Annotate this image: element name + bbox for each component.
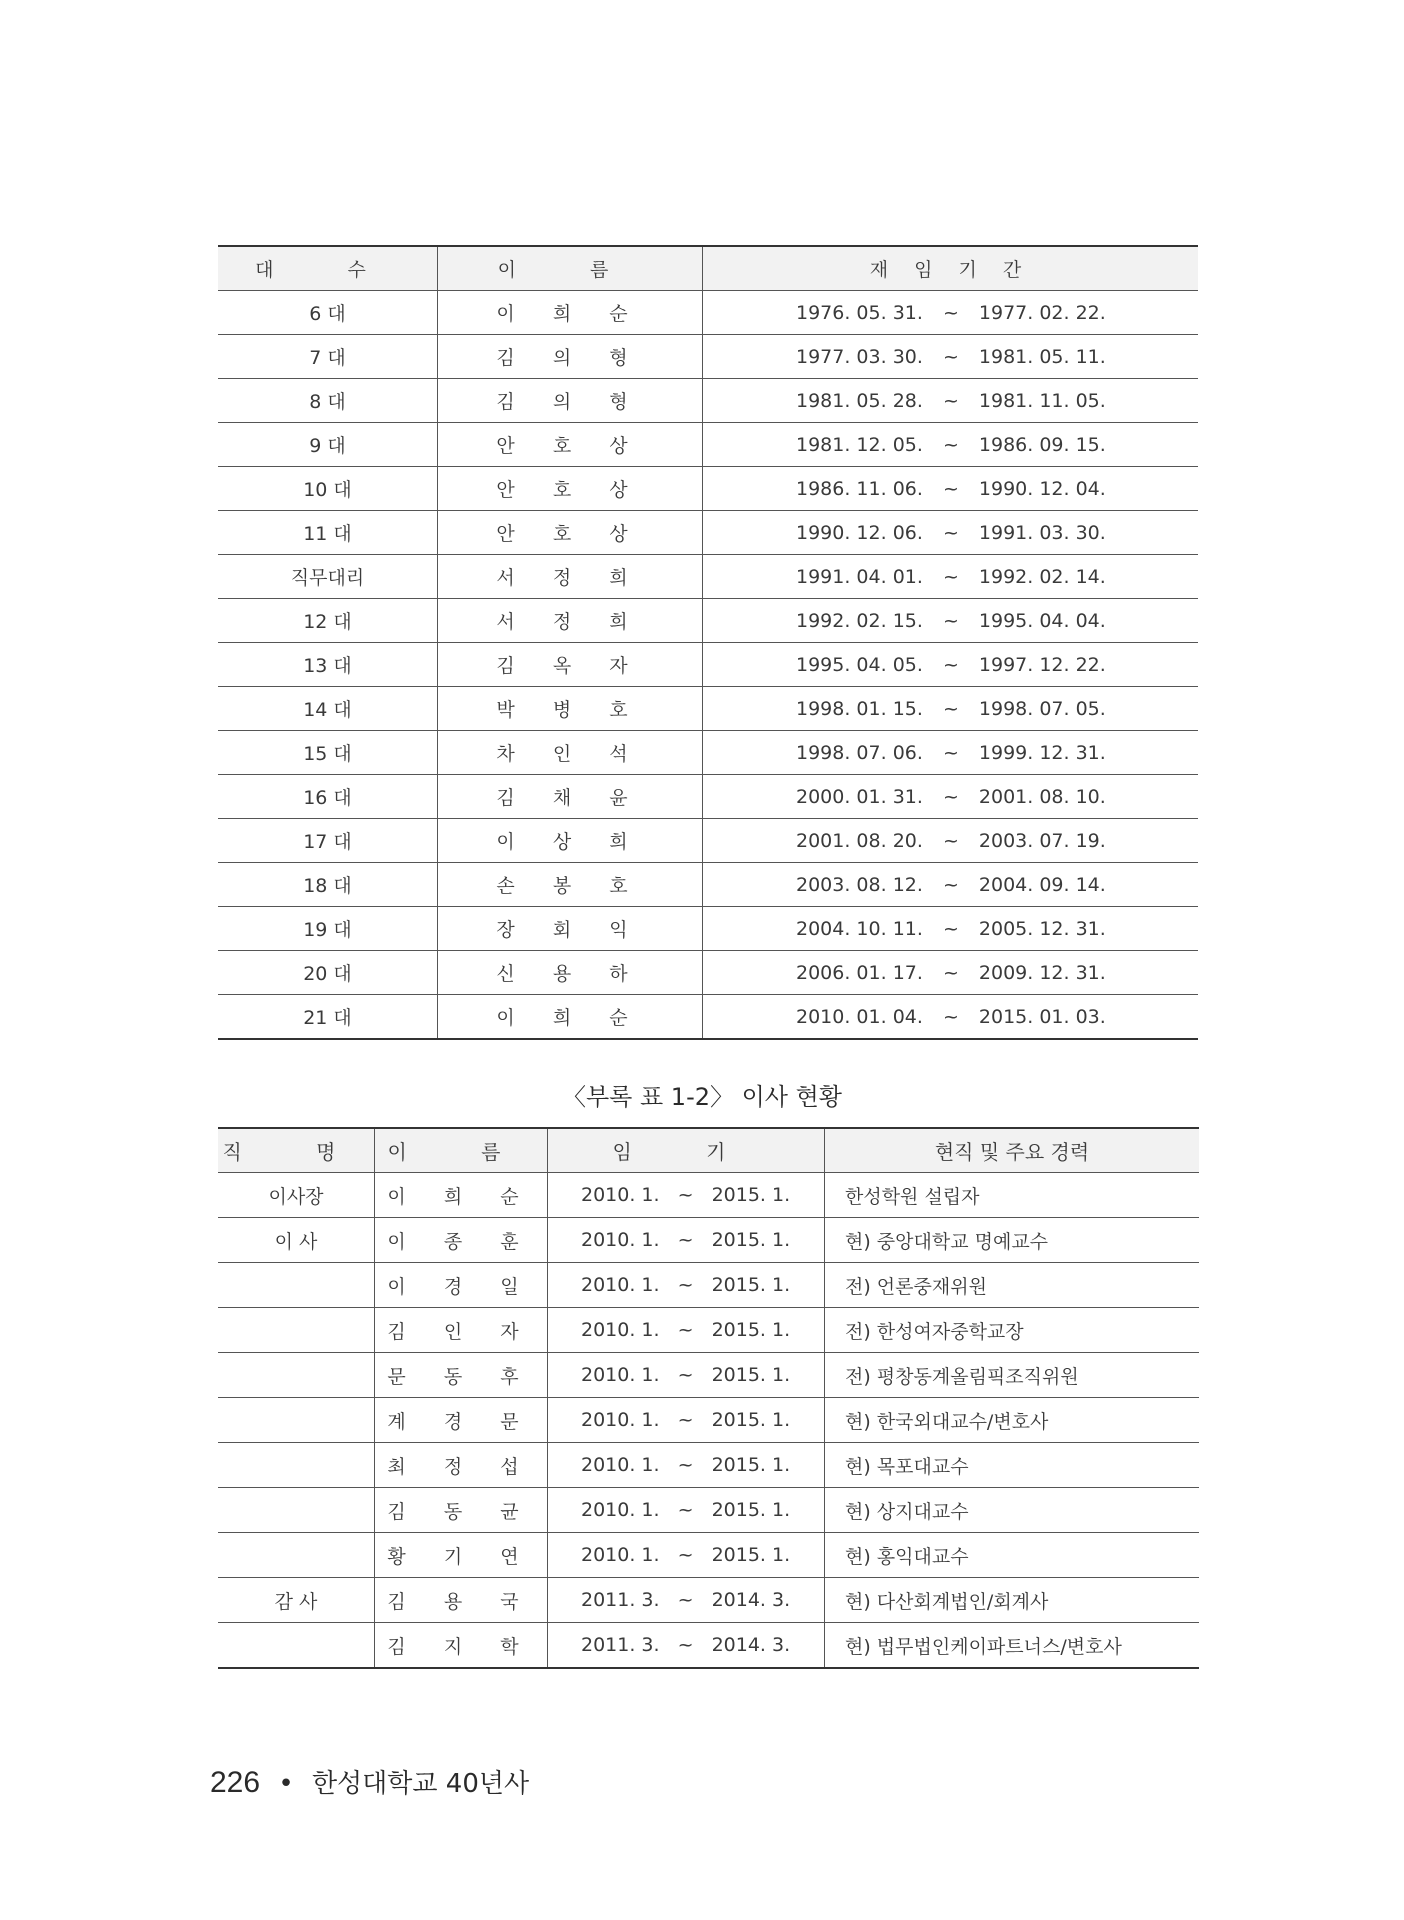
table-row <box>218 291 1198 335</box>
term-cell: 6 대 <box>218 291 438 335</box>
tenure-end: 1998. 07. 05. <box>978 697 1106 720</box>
name-cell: 안 호 상 <box>438 467 703 511</box>
table-row <box>218 1443 1199 1488</box>
term-end: 2015. 1. <box>711 1364 791 1386</box>
career-cell: 현) 상지대교수 <box>825 1488 1200 1533</box>
term-end: 2014. 3. <box>711 1634 791 1656</box>
name-cell: 이 희 순 <box>375 1173 548 1218</box>
tenure-end: 1999. 12. 31. <box>978 741 1106 764</box>
term-cell: 17 대 <box>218 819 438 863</box>
term-end: 2015. 1. <box>711 1544 791 1566</box>
tenure-end: 2001. 08. 10. <box>978 785 1106 808</box>
tenure-end: 1997. 12. 22. <box>978 653 1106 676</box>
tenure-cell <box>703 291 1199 335</box>
table-row <box>218 511 1198 555</box>
tenure-end: 2004. 09. 14. <box>978 873 1106 896</box>
tilde-separator: ~ <box>942 917 959 940</box>
term-start: 2010. 1. <box>581 1364 660 1386</box>
table-row <box>218 731 1198 775</box>
tenure-cell <box>703 863 1199 907</box>
table-row <box>218 1173 1199 1218</box>
tenure-start: 1995. 04. 05. <box>796 653 923 676</box>
tenure-start: 1998. 07. 06. <box>796 741 923 764</box>
tilde-separator: ~ <box>677 1634 694 1656</box>
term-start: 2010. 1. <box>581 1409 660 1431</box>
board-table-body <box>218 1173 1199 1669</box>
tenure-cell <box>703 731 1199 775</box>
tenure-start: 2000. 01. 31. <box>796 785 923 808</box>
position-cell <box>218 1533 375 1578</box>
tilde-separator: ~ <box>942 961 959 984</box>
position-cell <box>218 1623 375 1669</box>
tilde-separator: ~ <box>942 697 959 720</box>
tilde-separator: ~ <box>677 1499 694 1521</box>
table-row <box>218 819 1198 863</box>
name-cell: 황 기 연 <box>375 1533 548 1578</box>
table-row <box>218 863 1198 907</box>
tenure-end: 1990. 12. 04. <box>978 477 1106 500</box>
tilde-separator: ~ <box>677 1454 694 1476</box>
term-cell <box>548 1488 825 1533</box>
term-start: 2011. 3. <box>581 1589 660 1611</box>
tenure-cell <box>703 995 1199 1040</box>
tilde-separator: ~ <box>942 1005 959 1028</box>
term-end: 2015. 1. <box>711 1274 791 1296</box>
name-cell: 장 회 익 <box>438 907 703 951</box>
career-cell: 현) 법무법인케이파트너스/변호사 <box>825 1623 1200 1669</box>
term-cell: 14 대 <box>218 687 438 731</box>
name-cell: 김 옥 자 <box>438 643 703 687</box>
tenure-start: 2006. 01. 17. <box>796 961 923 984</box>
term-cell: 직무대리 <box>218 555 438 599</box>
tenure-cell <box>703 335 1199 379</box>
name-cell: 서 정 희 <box>438 555 703 599</box>
name-cell: 최 정 섭 <box>375 1443 548 1488</box>
table-row <box>218 1308 1199 1353</box>
tenure-start: 2004. 10. 11. <box>796 917 923 940</box>
tilde-separator: ~ <box>942 345 959 368</box>
table-row <box>218 1578 1199 1623</box>
tenure-end: 2009. 12. 31. <box>978 961 1106 984</box>
tenure-end: 1992. 02. 14. <box>978 565 1106 588</box>
tilde-separator: ~ <box>677 1319 694 1341</box>
term-cell <box>548 1218 825 1263</box>
page-number: 226 <box>210 1766 261 1799</box>
name-cell: 이 희 순 <box>438 291 703 335</box>
board-members-table <box>218 1127 1199 1669</box>
tenure-cell <box>703 467 1199 511</box>
tenure-cell <box>703 599 1199 643</box>
tenure-cell <box>703 423 1199 467</box>
term-start: 2010. 1. <box>581 1184 660 1206</box>
name-cell: 김 의 형 <box>438 379 703 423</box>
term-cell: 15 대 <box>218 731 438 775</box>
position-cell <box>218 1353 375 1398</box>
name-cell: 김 의 형 <box>438 335 703 379</box>
tenure-cell <box>703 379 1199 423</box>
table-row <box>218 599 1198 643</box>
name-cell: 김 동 균 <box>375 1488 548 1533</box>
career-cell: 한성학원 설립자 <box>825 1173 1200 1218</box>
name-cell: 안 호 상 <box>438 511 703 555</box>
book-title: 한성대학교 40년사 <box>311 1769 530 1799</box>
name-cell: 박 병 호 <box>438 687 703 731</box>
career-cell: 현) 홍익대교수 <box>825 1533 1200 1578</box>
tenure-start: 2003. 08. 12. <box>796 873 923 896</box>
table-header-row <box>218 246 1198 291</box>
name-cell: 이 경 일 <box>375 1263 548 1308</box>
tilde-separator: ~ <box>677 1409 694 1431</box>
tilde-separator: ~ <box>942 829 959 852</box>
tilde-separator: ~ <box>942 741 959 764</box>
tilde-separator: ~ <box>942 301 959 324</box>
tenure-end: 1981. 05. 11. <box>978 345 1106 368</box>
name-cell: 신 용 하 <box>438 951 703 995</box>
term-cell <box>548 1263 825 1308</box>
table-caption: 〈부록 표 1-2〉 이사 현황 <box>561 1083 842 1111</box>
table-row <box>218 687 1198 731</box>
career-cell: 전) 한성여자중학교장 <box>825 1308 1200 1353</box>
term-cell <box>548 1443 825 1488</box>
tilde-separator: ~ <box>942 785 959 808</box>
tenure-cell <box>703 819 1199 863</box>
tenure-start: 1976. 05. 31. <box>796 301 923 324</box>
tilde-separator: ~ <box>677 1364 694 1386</box>
term-cell: 8 대 <box>218 379 438 423</box>
tilde-separator: ~ <box>677 1229 694 1251</box>
header-name: 이 름 <box>438 246 703 291</box>
tilde-separator: ~ <box>942 477 959 500</box>
tilde-separator: ~ <box>677 1544 694 1566</box>
term-cell: 16 대 <box>218 775 438 819</box>
position-cell <box>218 1488 375 1533</box>
term-cell <box>548 1353 825 1398</box>
tenure-start: 1986. 11. 06. <box>796 477 923 500</box>
term-cell: 7 대 <box>218 335 438 379</box>
table-row <box>218 555 1198 599</box>
term-end: 2015. 1. <box>711 1319 791 1341</box>
tenure-start: 1990. 12. 06. <box>796 521 923 544</box>
position-cell: 이 사 <box>218 1218 375 1263</box>
table-row <box>218 467 1198 511</box>
tilde-separator: ~ <box>942 565 959 588</box>
term-cell <box>548 1533 825 1578</box>
term-cell: 19 대 <box>218 907 438 951</box>
term-cell <box>548 1578 825 1623</box>
term-cell: 10 대 <box>218 467 438 511</box>
term-cell <box>548 1398 825 1443</box>
tenure-cell <box>703 511 1199 555</box>
tenure-start: 1998. 01. 15. <box>796 697 923 720</box>
header-position: 직 명 <box>218 1128 375 1173</box>
tilde-separator: ~ <box>677 1184 694 1206</box>
tenure-start: 1981. 12. 05. <box>796 433 923 456</box>
term-cell: 13 대 <box>218 643 438 687</box>
table-row <box>218 1398 1199 1443</box>
name-cell: 안 호 상 <box>438 423 703 467</box>
tenure-cell <box>703 907 1199 951</box>
term-end: 2015. 1. <box>711 1184 791 1206</box>
table-row <box>218 775 1198 819</box>
tilde-separator: ~ <box>942 433 959 456</box>
page-footer <box>210 1763 529 1800</box>
table-row <box>218 1218 1199 1263</box>
tilde-separator: ~ <box>677 1589 694 1611</box>
table-row <box>218 1353 1199 1398</box>
tenure-start: 1977. 03. 30. <box>796 345 923 368</box>
name-cell: 김 인 자 <box>375 1308 548 1353</box>
career-cell: 현) 목포대교수 <box>825 1443 1200 1488</box>
term-cell: 21 대 <box>218 995 438 1040</box>
tenure-end: 1986. 09. 15. <box>978 433 1106 456</box>
tenure-end: 2015. 01. 03. <box>978 1005 1106 1028</box>
term-start: 2010. 1. <box>581 1544 660 1566</box>
term-end: 2015. 1. <box>711 1454 791 1476</box>
tenure-start: 1981. 05. 28. <box>796 389 923 412</box>
table-header-row <box>218 1128 1199 1173</box>
position-cell <box>218 1398 375 1443</box>
term-cell <box>548 1173 825 1218</box>
tenure-cell <box>703 555 1199 599</box>
name-cell: 손 봉 호 <box>438 863 703 907</box>
term-end: 2015. 1. <box>711 1499 791 1521</box>
tilde-separator: ~ <box>677 1274 694 1296</box>
name-cell: 이 희 순 <box>438 995 703 1040</box>
tenure-end: 2003. 07. 19. <box>978 829 1106 852</box>
term-cell: 9 대 <box>218 423 438 467</box>
term-end: 2014. 3. <box>711 1589 791 1611</box>
table-row <box>218 335 1198 379</box>
term-cell <box>548 1308 825 1353</box>
tenure-end: 1977. 02. 22. <box>978 301 1106 324</box>
table-row <box>218 1533 1199 1578</box>
position-cell: 감 사 <box>218 1578 375 1623</box>
term-cell: 11 대 <box>218 511 438 555</box>
tilde-separator: ~ <box>942 521 959 544</box>
term-end: 2015. 1. <box>711 1409 791 1431</box>
term-start: 2010. 1. <box>581 1319 660 1341</box>
career-cell: 현) 중앙대학교 명예교수 <box>825 1218 1200 1263</box>
career-cell: 현) 다산회계법인/회계사 <box>825 1578 1200 1623</box>
tenure-cell <box>703 687 1199 731</box>
name-cell: 이 상 희 <box>438 819 703 863</box>
tenure-start: 2010. 01. 04. <box>796 1005 923 1028</box>
term-cell: 12 대 <box>218 599 438 643</box>
header-term: 임 기 <box>548 1128 825 1173</box>
term-start: 2011. 3. <box>581 1634 660 1656</box>
tenure-end: 1981. 11. 05. <box>978 389 1106 412</box>
position-cell <box>218 1263 375 1308</box>
position-cell <box>218 1308 375 1353</box>
tenure-end: 2005. 12. 31. <box>978 917 1106 940</box>
tilde-separator: ~ <box>942 873 959 896</box>
tenure-cell <box>703 775 1199 819</box>
tenure-cell <box>703 951 1199 995</box>
tenure-end: 1995. 04. 04. <box>978 609 1106 632</box>
tenure-start: 1991. 04. 01. <box>796 565 923 588</box>
career-cell: 현) 한국외대교수/변호사 <box>825 1398 1200 1443</box>
table-row <box>218 1623 1199 1669</box>
term-start: 2010. 1. <box>581 1274 660 1296</box>
name-cell: 계 경 문 <box>375 1398 548 1443</box>
name-cell: 김 채 윤 <box>438 775 703 819</box>
table-row <box>218 1488 1199 1533</box>
term-start: 2010. 1. <box>581 1454 660 1476</box>
header-term: 대 수 <box>218 246 438 291</box>
name-cell: 김 지 학 <box>375 1623 548 1669</box>
term-cell <box>548 1623 825 1669</box>
table-row <box>218 995 1198 1040</box>
name-cell: 서 정 희 <box>438 599 703 643</box>
header-tenure: 재 임 기 간 <box>703 246 1199 291</box>
table-row <box>218 643 1198 687</box>
table-row <box>218 423 1198 467</box>
tilde-separator: ~ <box>942 609 959 632</box>
tenure-start: 2001. 08. 20. <box>796 829 923 852</box>
tenure-cell <box>703 643 1199 687</box>
name-cell: 이 종 훈 <box>375 1218 548 1263</box>
header-name: 이 름 <box>375 1128 548 1173</box>
chairman-history-table <box>218 245 1198 1040</box>
footer-separator: • <box>278 1769 294 1799</box>
term-start: 2010. 1. <box>581 1229 660 1251</box>
term-end: 2015. 1. <box>711 1229 791 1251</box>
term-cell: 18 대 <box>218 863 438 907</box>
position-cell <box>218 1443 375 1488</box>
position-cell: 이사장 <box>218 1173 375 1218</box>
name-cell: 문 동 후 <box>375 1353 548 1398</box>
career-cell: 전) 언론중재위원 <box>825 1263 1200 1308</box>
term-start: 2010. 1. <box>581 1499 660 1521</box>
tenure-start: 1992. 02. 15. <box>796 609 923 632</box>
chairman-table-body <box>218 291 1198 1040</box>
header-career: 현직 및 주요 경력 <box>825 1128 1200 1173</box>
term-cell: 20 대 <box>218 951 438 995</box>
tilde-separator: ~ <box>942 653 959 676</box>
career-cell: 전) 평창동계올림픽조직위원 <box>825 1353 1200 1398</box>
table-row <box>218 1263 1199 1308</box>
table-row <box>218 379 1198 423</box>
table-row <box>218 951 1198 995</box>
tilde-separator: ~ <box>942 389 959 412</box>
table-row <box>218 907 1198 951</box>
name-cell: 김 용 국 <box>375 1578 548 1623</box>
name-cell: 차 인 석 <box>438 731 703 775</box>
tenure-end: 1991. 03. 30. <box>978 521 1106 544</box>
